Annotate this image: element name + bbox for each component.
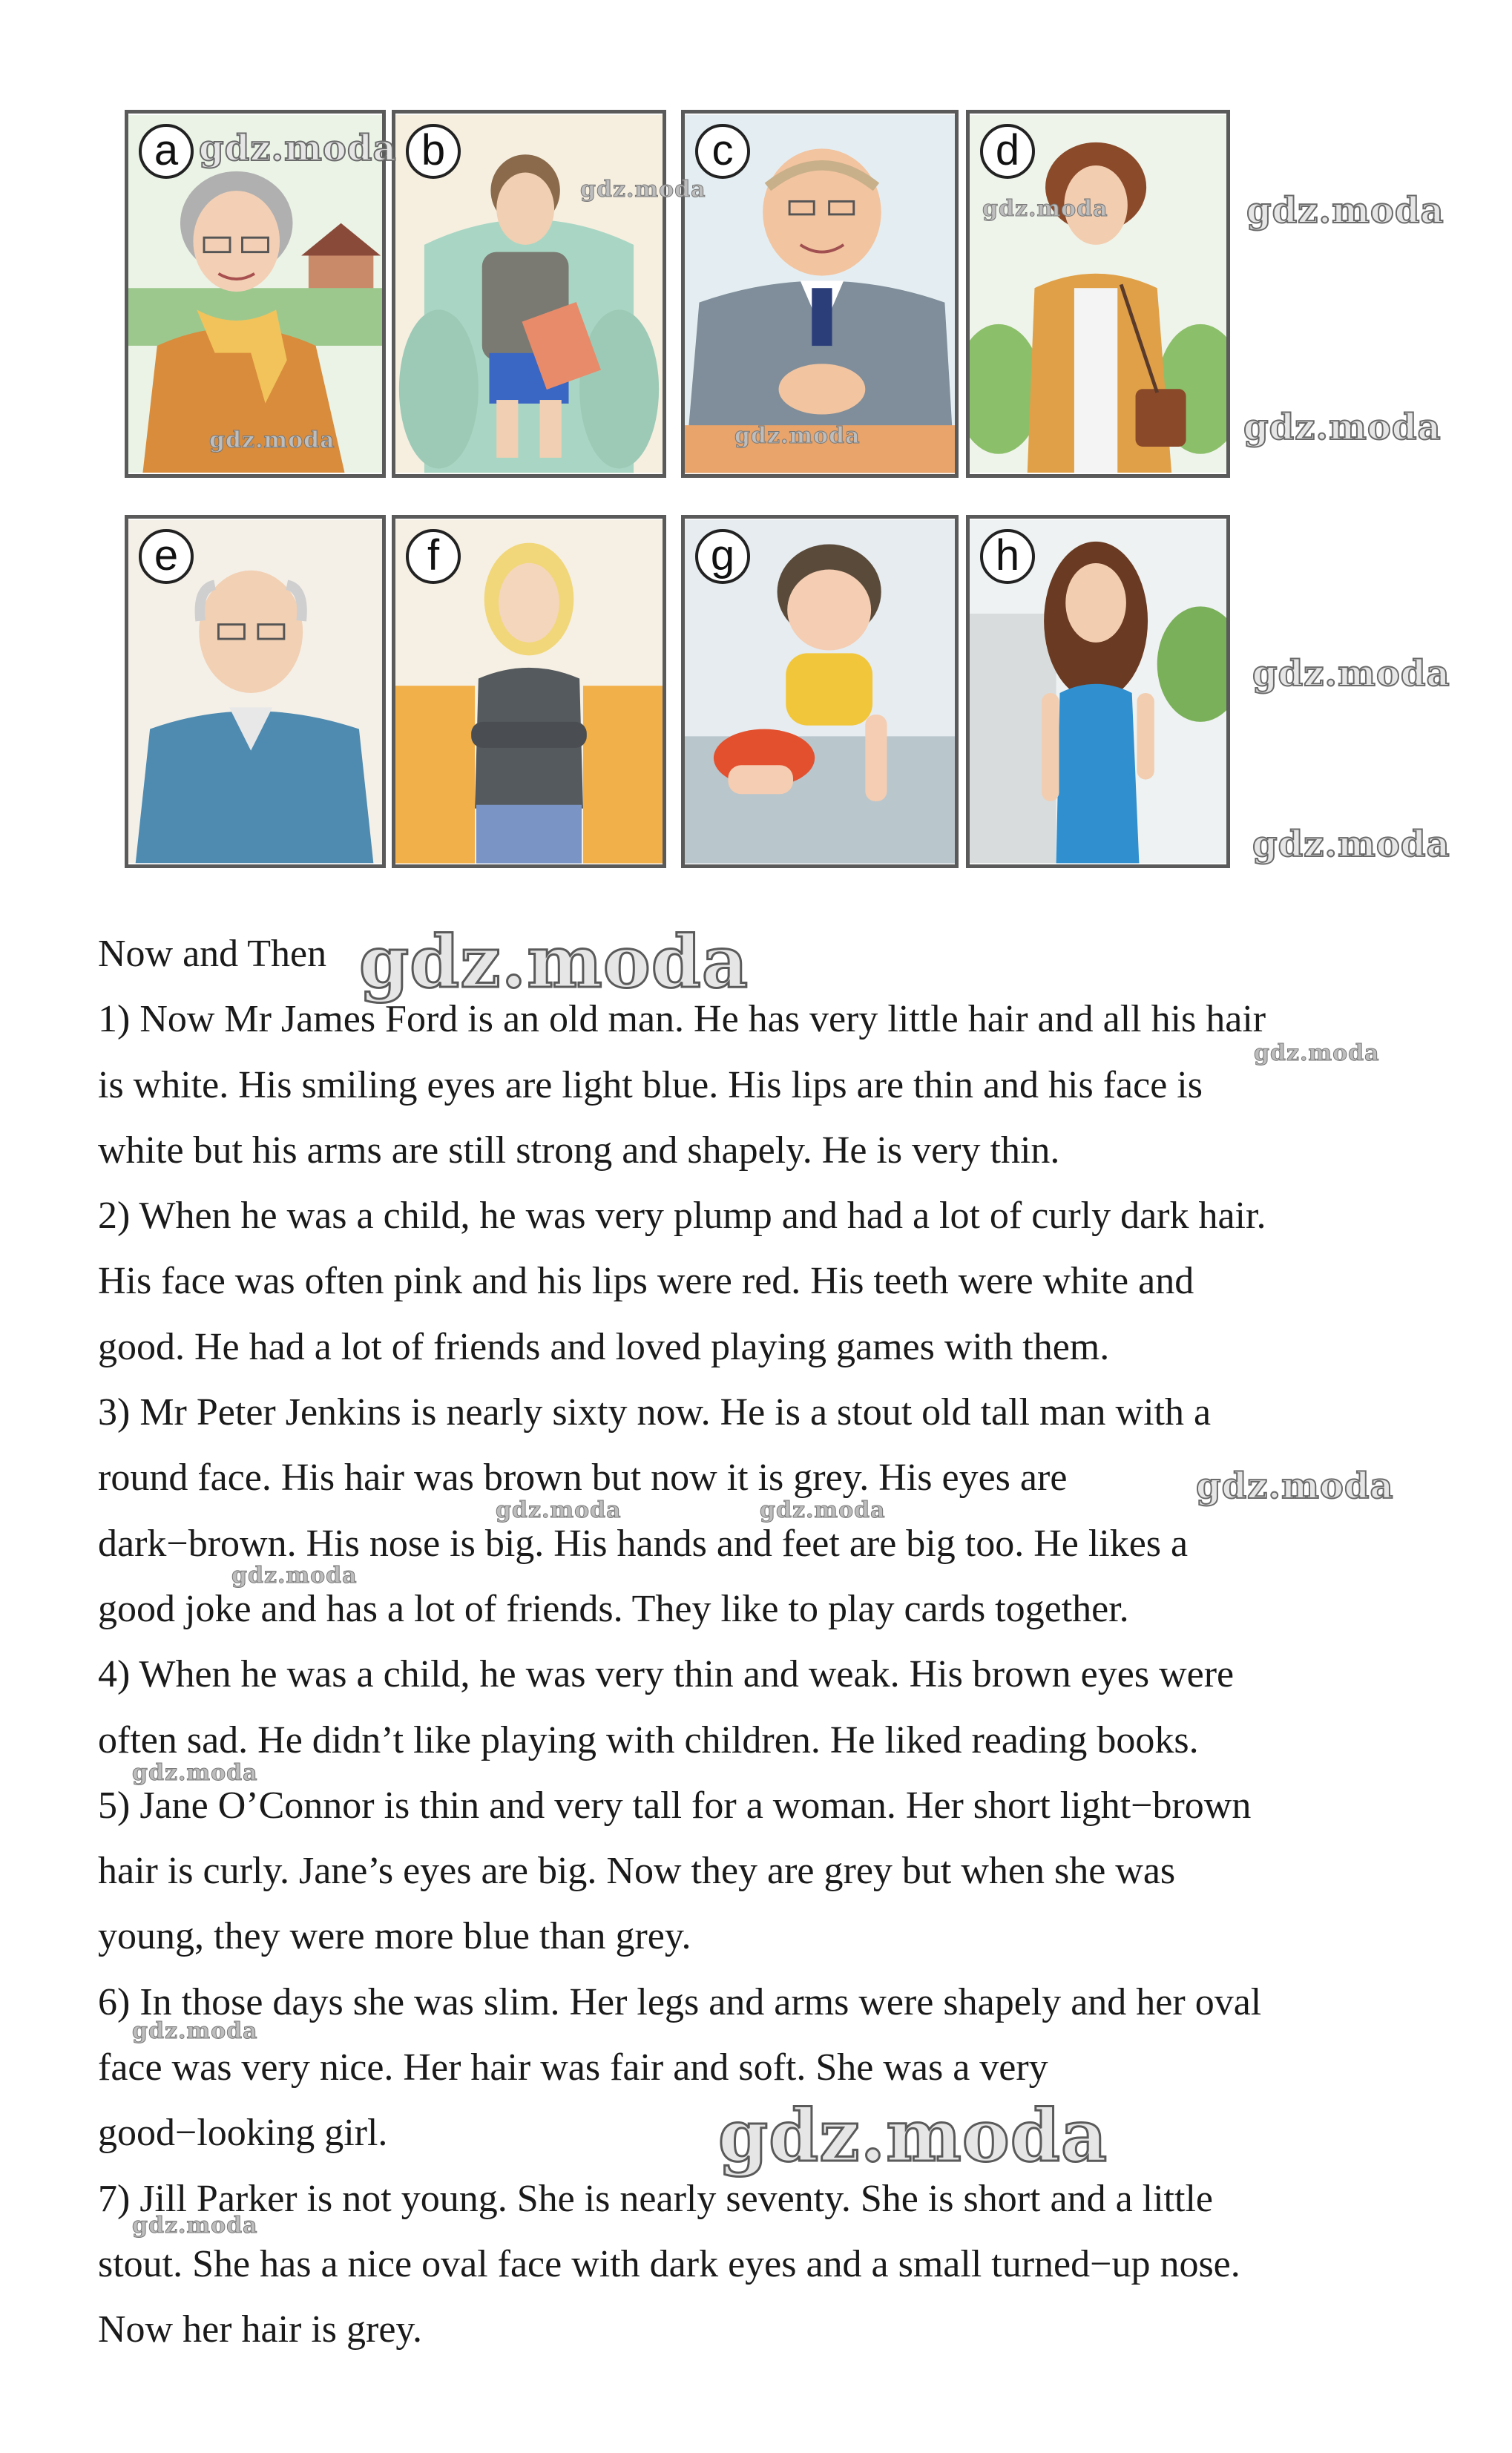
picture-panel-g [681,515,959,868]
watermark: gdz.moda [1246,190,1444,231]
story-line: white but his arms are still strong and shapely. He is very thin. [98,1129,1060,1172]
watermark: gdz.moda [1252,824,1450,865]
picture-panel-e [125,515,386,868]
picture-panel-d [966,110,1230,478]
story-line: 6) In those days she was slim. Her legs and arms were shapely and her oval [98,1980,1262,2023]
watermark: gdz.moda [718,2094,1108,2178]
panel-letter-f: f [406,529,461,584]
picture-panel-f [392,515,666,868]
watermark: gdz.moda [1243,407,1442,448]
story-line: Now her hair is grey. [98,2308,423,2351]
watermark: gdz.moda [1254,1040,1380,1066]
watermark: gdz.moda [231,1563,358,1589]
watermark: gdz.moda [734,423,861,449]
panel-letter-e: e [139,529,194,584]
watermark: gdz.moda [359,920,749,1004]
story-line: 2) When he was a child, he was very plump and had a lot of curly dark hair. [98,1195,1266,1238]
story-title: Now and Then [98,933,327,975]
story-line: His face was often pink and his lips were red. His teeth were white and [98,1260,1194,1303]
watermark: gdz.moda [580,177,706,203]
story-line: 5) Jane O’Connor is thin and very tall for a woman. Her short light−brown [98,1784,1252,1827]
story-line: is white. His smiling eyes are light blue. His lips are thin and his face is [98,1063,1203,1106]
story-line: 7) Jill Parker is not young. She is nearly seventy. She is short and a little [98,2177,1213,2220]
story-line: good. He had a lot of friends and loved playing games with them. [98,1325,1110,1368]
watermark: gdz.moda [1252,653,1450,694]
panel-letter-b: b [406,124,461,179]
panel-letter-d: d [980,124,1035,179]
story-line: face was very nice. Her hair was fair and soft. She was a very [98,2046,1048,2089]
watermark: gdz.moda [132,1760,258,1786]
story-line: good joke and has a lot of friends. They like to play cards together. [98,1587,1129,1630]
story-line: 1) Now Mr James Ford is an old man. He has very little hair and all his hair [98,998,1266,1041]
picture-panel-h [966,515,1230,868]
story-line: round face. His hair was brown but now it is grey. His eyes are [98,1457,1068,1500]
watermark: gdz.moda [760,1497,886,1523]
watermark: gdz.moda [496,1497,622,1523]
story-line: good−looking girl. [98,2112,388,2155]
story-line: 3) Mr Peter Jenkins is nearly sixty now. He is a stout old tall man with a [98,1391,1212,1434]
watermark: gdz.moda [209,427,335,453]
story-line: hair is curly. Jane’s eyes are big. Now they are grey but when she was [98,1850,1176,1893]
story-line: often sad. He didn’t like playing with children. He liked reading books. [98,1718,1199,1761]
watermark: gdz.moda [132,2213,258,2239]
panel-letter-g: g [695,529,750,584]
panel-letter-a: a [139,124,194,179]
watermark: gdz.moda [1196,1465,1394,1507]
story-line: stout. She has a nice oval face with dark eyes and a small turned−up nose. [98,2242,1240,2285]
panel-letter-c: c [695,124,750,179]
story-line: young, they were more blue than grey. [98,1915,691,1958]
picture-panel-b [392,110,666,478]
watermark: gdz.moda [132,2018,258,2044]
panel-letter-h: h [980,529,1035,584]
story-line: 4) When he was a child, he was very thin and weak. His brown eyes were [98,1653,1235,1696]
watermark: gdz.moda [982,196,1108,222]
story-line: dark−brown. His nose is big. His hands and feet are big too. He likes a [98,1522,1189,1565]
watermark: gdz.moda [199,128,397,169]
